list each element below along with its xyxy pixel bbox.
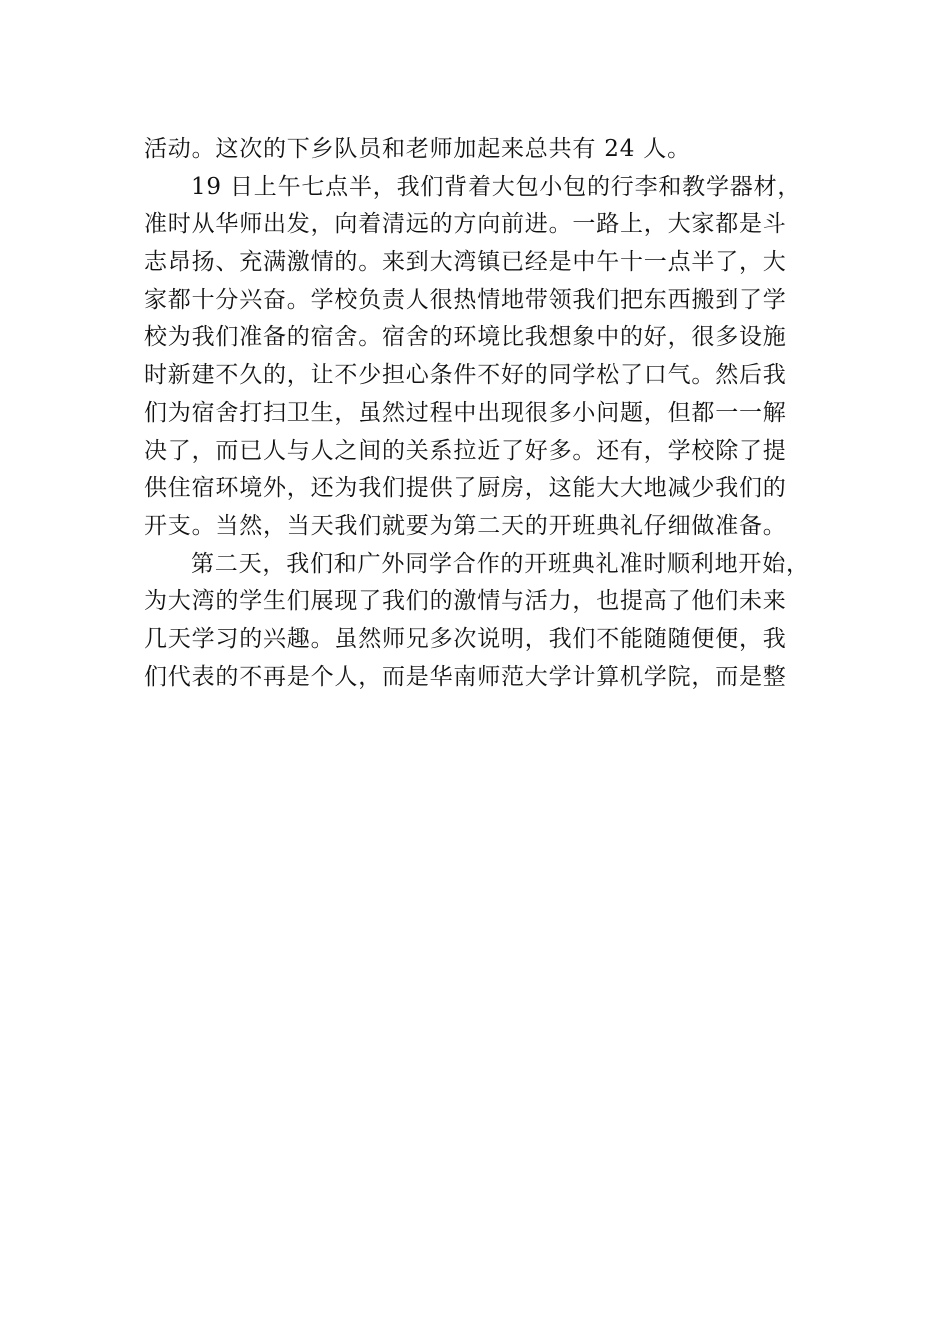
body-text: [144, 131, 844, 696]
text-line: 为大湾的学生们展现了我们的激情与活力，也提高了他们未来: [144, 588, 787, 615]
text-line: 活动。这次的下乡队员和老师加起来总共有 24 人。: [144, 136, 691, 162]
text-line: 们为宿舍打扫卫生，虽然过程中出现很多小问题，但都一一解: [144, 399, 787, 426]
text-line: 供住宿环境外，还为我们提供了厨房，这能大大地减少我们的: [144, 475, 787, 502]
text-line: 准时从华师出发，向着清远的方向前进。一路上，大家都是斗: [144, 211, 787, 238]
text-line: 时新建不久的，让不少担心条件不好的同学松了口气。然后我: [144, 362, 787, 389]
text-line: 志昂扬、充满激情的。来到大湾镇已经是中午十一点半了，大: [144, 249, 787, 276]
text-line: 开支。当然，当天我们就要为第二天的开班典礼仔细做准备。: [144, 512, 787, 539]
text-line: 决了，而已人与人之间的关系拉近了好多。还有，学校除了提: [144, 437, 787, 464]
paragraph-first-line: 19 日上午七点半，我们背着大包小包的行李和教学器材，: [191, 173, 802, 200]
paragraph-first-line: 第二天，我们和广外同学合作的开班典礼准时顺利地开始，: [191, 550, 810, 577]
text-line: 们代表的不再是个人，而是华南师范大学计算机学院，而是整: [144, 663, 787, 690]
text-line: 几天学习的兴趣。虽然师兄多次说明，我们不能随随便便，我: [144, 625, 787, 652]
text-line: 校为我们准备的宿舍。宿舍的环境比我想象中的好，很多设施: [144, 324, 787, 351]
text-line: 家都十分兴奋。学校负责人很热情地带领我们把东西搬到了学: [144, 286, 787, 313]
